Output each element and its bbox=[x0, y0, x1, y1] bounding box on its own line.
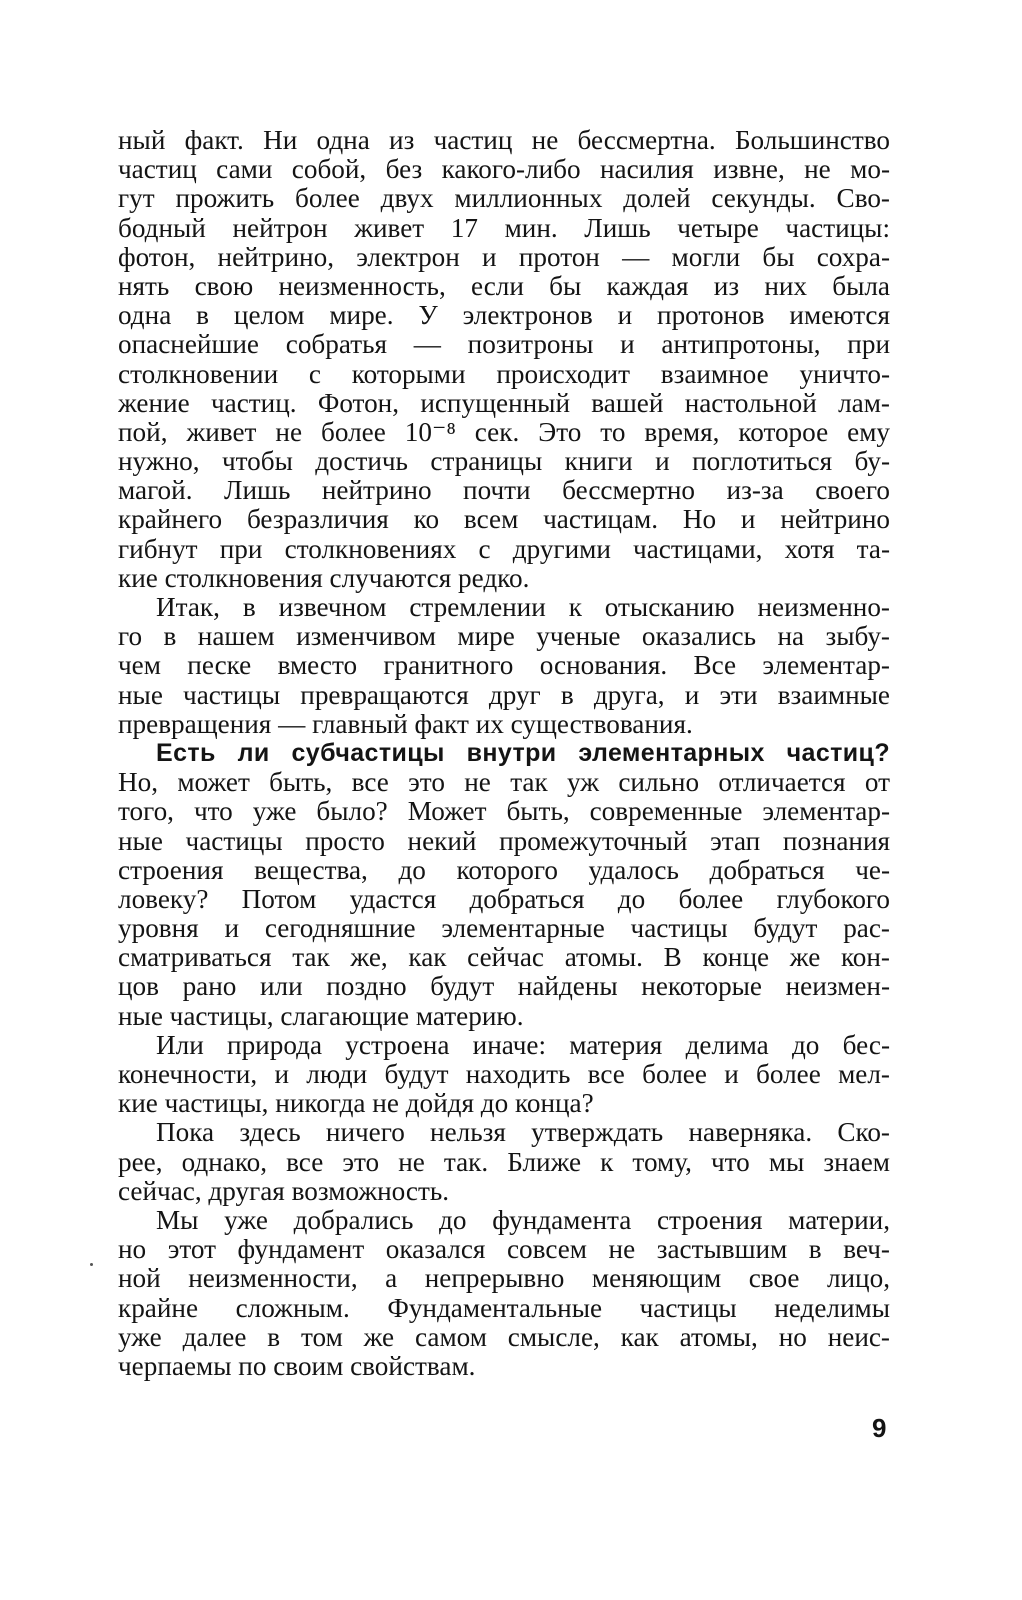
text-line: гибнут при столкновениях с другими частицами, хотя та- bbox=[118, 534, 890, 564]
text-line: ный факт. Ни одна из частиц не бессмертна. Большинство bbox=[118, 126, 890, 155]
section-heading bbox=[118, 739, 890, 768]
text-line: Мы уже добрались до фундамента строения материи, bbox=[156, 1205, 890, 1235]
page-number: 9 bbox=[872, 1413, 887, 1443]
text-line: конечности, и люди будут находить все более и более мел- bbox=[118, 1060, 890, 1089]
text-line: превращения — главный факт их существования. bbox=[118, 709, 693, 739]
heading-text: Есть ли субчастицы внутри элементарных частиц? bbox=[156, 738, 890, 767]
paragraph-2 bbox=[118, 593, 890, 739]
page-body bbox=[118, 126, 890, 1381]
text-line: Или природа устроена иначе: материя делима до бес- bbox=[156, 1030, 890, 1060]
text-line: черпаемы по своим свойствам. bbox=[118, 1351, 476, 1381]
text-line: частиц сами собой, без какого-либо насилия извне, не мо- bbox=[118, 155, 890, 185]
text-line: ловеку? Потом удастся добраться до более глубокого bbox=[118, 884, 890, 914]
text-line: чем песке вместо гранитного основания. Все элементар- bbox=[118, 651, 890, 681]
text-line: столкновении с которыми происходит взаимное уничто- bbox=[118, 359, 890, 389]
text-line: сматриваться так же, как сейчас атомы. В конце же кон- bbox=[118, 943, 890, 973]
print-speck bbox=[90, 1263, 93, 1266]
text-line: Итак, в извечном стремлении к отысканию неизменно- bbox=[156, 593, 890, 622]
text-line: бодный нейтрон живет 17 мин. Лишь четыре частицы: bbox=[118, 213, 890, 243]
paragraph-4 bbox=[118, 1031, 890, 1119]
text-line: уровня и сегодняшние элементарные частицы будут рас- bbox=[118, 914, 890, 944]
text-line: опаснейшие собратья — позитроны и антипротоны, при bbox=[118, 330, 890, 360]
text-line: ной неизменности, а непрерывно меняющим свое лицо, bbox=[118, 1264, 890, 1294]
text-line: крайне сложным. Фундаментальные частицы неделимы bbox=[118, 1293, 890, 1323]
text-line: ные частицы просто некий промежуточный этап познания bbox=[118, 826, 890, 856]
text-line: кие частицы, никогда не дойдя до конца? bbox=[118, 1089, 594, 1119]
text-line: пой, живет не более 10⁻⁸ сек. Это то время, которое ему bbox=[118, 417, 890, 447]
text-line: кие столкновения случаются редко. bbox=[118, 563, 530, 593]
paragraph-6 bbox=[118, 1206, 890, 1381]
text-line: но этот фундамент оказался совсем не застывшим в веч- bbox=[118, 1235, 890, 1265]
paragraph-1 bbox=[118, 126, 890, 593]
text-line: Пока здесь ничего нельзя утверждать наверняка. Ско- bbox=[156, 1118, 890, 1148]
text-line: крайнего безразличия ко всем частицам. Но и нейтрино bbox=[118, 505, 890, 535]
text-line: гут прожить более двух миллионных долей секунды. Сво- bbox=[118, 184, 890, 214]
text-line: фотон, нейтрино, электрон и протон — могли бы сохра- bbox=[118, 242, 890, 272]
text-line: одна в целом мире. У электронов и протонов имеются bbox=[118, 301, 890, 331]
text-line: рее, однако, все это не так. Ближе к тому, что мы знаем bbox=[118, 1147, 890, 1177]
paragraph-3 bbox=[118, 768, 890, 1031]
text-line: го в нашем изменчивом мире ученые оказались на зыбу- bbox=[118, 622, 890, 652]
text-line: цов рано или поздно будут найдены некоторые неизмен- bbox=[118, 972, 890, 1002]
text-line: строения вещества, до которого удалось добраться че- bbox=[118, 855, 890, 885]
text-line: ные частицы, слагающие материю. bbox=[118, 1001, 524, 1031]
text-line: нужно, чтобы достичь страницы книги и поглотиться бу- bbox=[118, 447, 890, 477]
text-line: того, что уже было? Может быть, современные элементар- bbox=[118, 797, 890, 827]
paragraph-5 bbox=[118, 1118, 890, 1206]
text-line: нять свою неизменность, если бы каждая из них была bbox=[118, 271, 890, 301]
text-line: уже далее в том же самом смысле, как атомы, но неис- bbox=[118, 1322, 890, 1352]
text-line: жение частиц. Фотон, испущенный вашей настольной лам- bbox=[118, 388, 890, 418]
text-line: сейчас, другая возможность. bbox=[118, 1176, 450, 1206]
text-line: ные частицы превращаются друг в друга, и эти взаимные bbox=[118, 680, 890, 710]
text-line: магой. Лишь нейтрино почти бессмертно из-за своего bbox=[118, 476, 890, 506]
text-line: Но, может быть, все это не так уж сильно отличается от bbox=[118, 768, 890, 798]
